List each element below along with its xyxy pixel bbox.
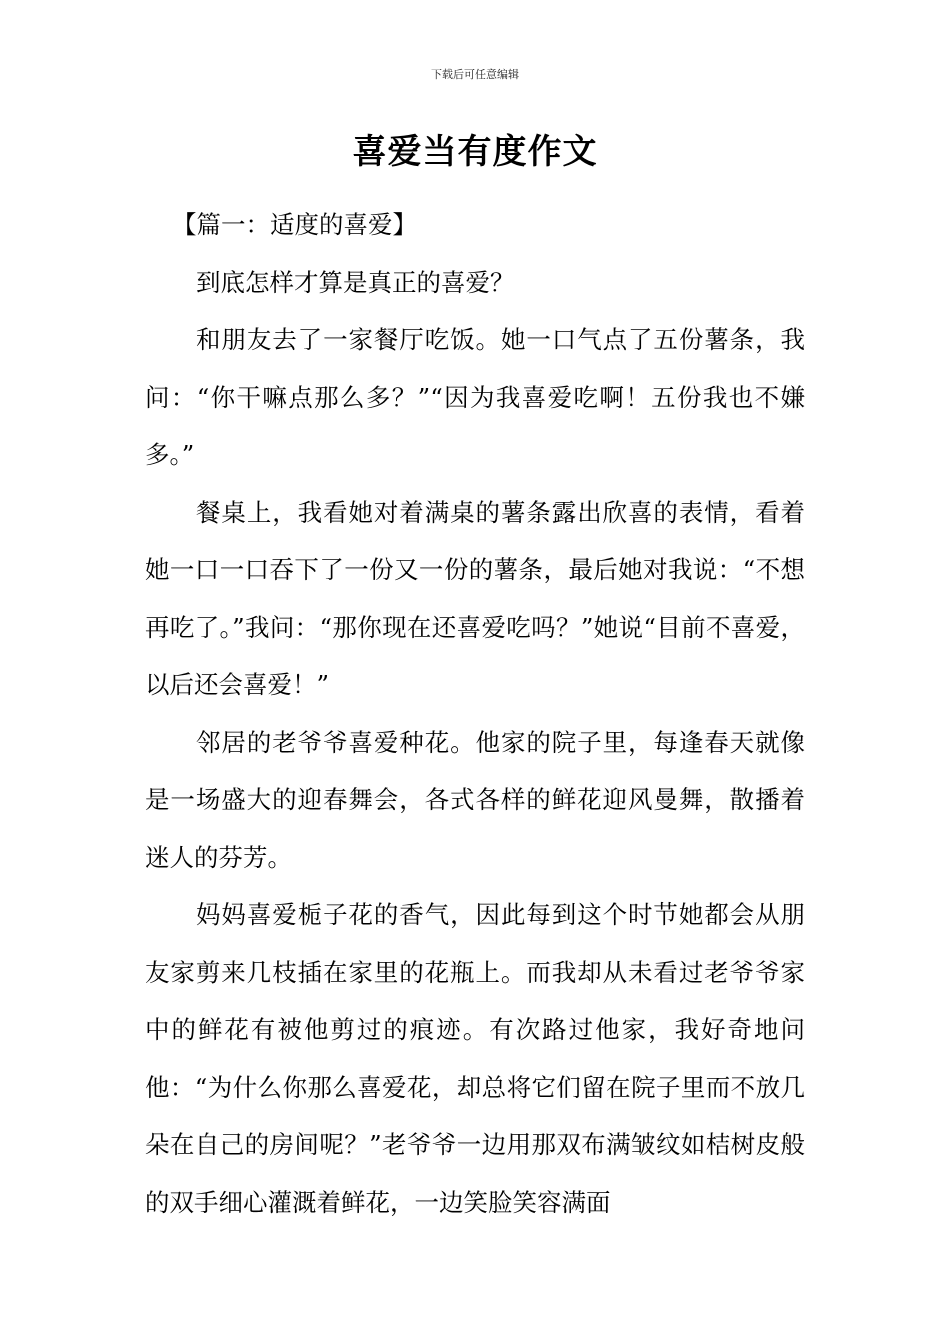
essay-body (145, 196, 805, 1231)
paragraph: 餐桌上，我看她对着满桌的薯条露出欣喜的表情，看着她一口一口吞下了一份又一份的薯条，最后她对我说：“不想再吃了。”我问：“那你现在还喜爱吃吗？”她说“目前不喜爱，以后还会喜爱！” (145, 497, 805, 699)
header-note: 下载后可任意编辑 (431, 68, 519, 81)
page-title: 喜爱当有度作文 (352, 132, 598, 172)
section-heading: 【篇一：适度的喜爱】 (172, 210, 417, 239)
paragraph: 到底怎样才算是真正的喜爱？ (196, 267, 515, 297)
paragraph: 妈妈喜爱栀子花的香气，因此每到这个时节她都会从朋友家剪来几枝插在家里的花瓶上。而我却从未看过老爷爷家中的鲜花有被他剪过的痕迹。有次路过他家，我好奇地问他：“为什么你那么喜爱花，却总将它们留在院子里而不放几朵在自己的房间呢？”老爷爷一边用那双布满皱纹如桔树皮般的双手细心灌溉着鲜花，一边笑脸笑容满面 (145, 900, 805, 1217)
paragraph: 和朋友去了一家餐厅吃饭。她一口气点了五份薯条，我问：“你干嘛点那么多？”“因为我喜爱吃啊！五份我也不嫌多。” (145, 325, 805, 469)
paragraph: 邻居的老爷爷喜爱种花。他家的院子里，每逢春天就像是一场盛大的迎春舞会，各式各样的鲜花迎风曼舞，散播着迷人的芬芳。 (145, 727, 805, 872)
